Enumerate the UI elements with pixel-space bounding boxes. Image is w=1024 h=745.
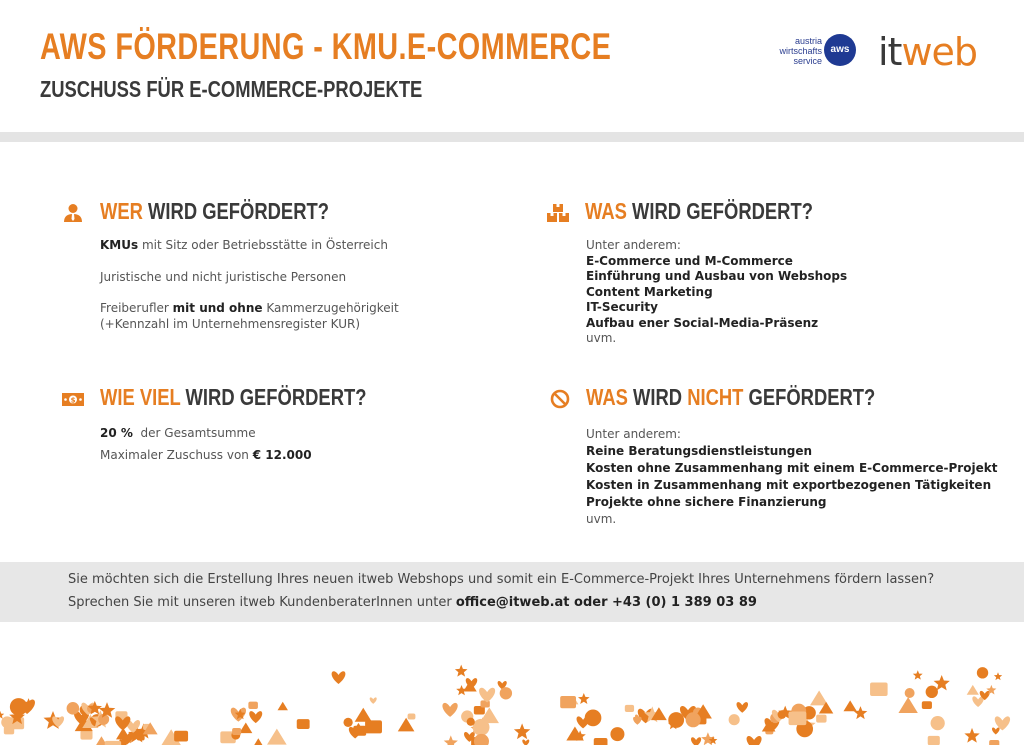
decorative-star-icon xyxy=(444,735,458,745)
was-list xyxy=(586,238,847,347)
list-item: E-Commerce und M-Commerce xyxy=(586,253,793,268)
was-intro: Unter anderem: xyxy=(586,238,681,252)
decorative-tri-icon xyxy=(898,697,917,713)
decorative-heart-icon xyxy=(479,688,495,703)
decorative-circle-icon xyxy=(668,712,684,728)
contact-details[interactable]: office@itweb.at oder +43 (0) 1 389 03 89 xyxy=(455,595,757,610)
nicht-intro: Unter anderem: xyxy=(586,427,681,441)
decorative-circle-icon xyxy=(977,667,988,678)
decorative-rect-icon xyxy=(4,726,14,734)
decorative-star-icon xyxy=(455,665,468,677)
contact-band xyxy=(0,562,1024,622)
nicht-list xyxy=(586,426,997,528)
wer-item-2: Juristische und nicht juristische Personen xyxy=(100,270,347,284)
page-title: AWS FÖRDERUNG - KMU.E-COMMERCE xyxy=(40,26,612,67)
list-item: IT-Security xyxy=(586,300,658,315)
decorative-circle-icon xyxy=(500,687,512,699)
decorative-tri-icon xyxy=(355,708,372,722)
decorative-star-icon xyxy=(994,672,1002,680)
decorative-rect-icon xyxy=(625,705,634,712)
wieviel-percent: 20 % der Gesamtsumme xyxy=(100,426,256,440)
decorative-icon-strip xyxy=(0,655,1024,745)
decorative-star-icon xyxy=(913,670,923,679)
list-item: Reine Beratungsdienstleistungen xyxy=(586,444,813,458)
contact-line-2: Sprechen Sie mit unseren itweb KundenberaterInnen unter office@itweb.at oder +43 (0) 1 389 03 89 xyxy=(68,595,757,610)
decorative-rect-icon xyxy=(560,696,576,708)
nicht-outro: uvm. xyxy=(586,512,617,526)
decorative-tri-icon xyxy=(967,685,979,695)
decorative-tri-icon xyxy=(278,702,288,710)
aws-logo-mark: aws xyxy=(824,34,856,66)
page-subtitle: ZUSCHUSS FÜR E-COMMERCE-PROJEKTE xyxy=(40,76,423,102)
decorative-star-icon xyxy=(964,728,979,743)
boxes-icon xyxy=(547,203,569,223)
list-item: Aufbau ener Social-Media-Präsenz xyxy=(586,315,819,330)
decorative-circle-icon xyxy=(610,727,624,741)
decorative-rect-icon xyxy=(297,719,310,729)
list-item: Kosten in Zusammenhang mit exportbezogenen Tätigkeiten xyxy=(586,478,992,492)
list-item: Kosten ohne Zusammenhang mit einem E-Commerce-Projekt xyxy=(586,461,998,475)
decorative-heart-icon xyxy=(332,671,346,684)
decorative-star-icon xyxy=(578,693,590,704)
wer-item-3: Freiberufler mit und ohne Kammerzugehörigkeit (+Kennzahl im Unternehmensregister KUR) xyxy=(100,301,399,331)
section-title: WIE VIEL WIRD GEFÖRDERT? xyxy=(100,384,367,410)
decorative-circle-icon xyxy=(343,718,352,727)
decorative-rect-icon xyxy=(174,731,188,742)
header xyxy=(0,0,1024,132)
decorative-tri-icon xyxy=(267,729,287,745)
decorative-tri-icon xyxy=(843,700,856,711)
decorative-circle-icon xyxy=(467,718,475,726)
decorative-star-icon xyxy=(854,706,868,719)
decorative-heart-icon xyxy=(972,696,984,707)
aws-logo xyxy=(770,34,860,70)
decorative-rect-icon xyxy=(365,720,382,733)
decorative-circle-icon xyxy=(905,688,915,698)
decorative-heart-icon xyxy=(992,728,1000,735)
decorative-rect-icon xyxy=(989,740,999,745)
decorative-circle-icon xyxy=(931,716,945,730)
decorative-rect-icon xyxy=(80,730,92,739)
svg-text:$: $ xyxy=(70,396,76,405)
list-item: Einführung und Ausbau von Webshops xyxy=(586,269,848,284)
itweb-logo: itweb xyxy=(878,30,978,74)
decorative-circle-icon xyxy=(926,686,938,698)
decorative-rect-icon xyxy=(248,702,258,709)
contact-line-1: Sie möchten sich die Erstellung Ihres neuen itweb Webshops und somit ein E-Commerce-Projekt Ihres Unternehmens fördern lassen? xyxy=(68,572,935,587)
list-item: Projekte ohne sichere Finanzierung xyxy=(586,495,827,509)
decorative-star-icon xyxy=(514,723,530,739)
section-title: WER WIRD GEFÖRDERT? xyxy=(100,198,329,224)
decorative-heart-icon xyxy=(522,740,529,745)
forbidden-icon xyxy=(550,389,572,409)
decorative-heart-icon xyxy=(737,702,749,713)
decorative-rect-icon xyxy=(928,736,940,745)
decorative-rect-icon xyxy=(870,682,888,695)
header-divider xyxy=(0,132,1024,142)
section-title: WAS WIRD NICHT GEFÖRDERT? xyxy=(586,384,876,410)
was-outro: uvm. xyxy=(586,331,617,346)
decorative-circle-icon xyxy=(474,734,489,745)
decorative-heart-icon xyxy=(442,703,457,717)
decorative-tri-icon xyxy=(398,718,415,732)
decorative-circle-icon xyxy=(585,710,602,727)
decorative-heart-icon xyxy=(249,711,262,723)
person-icon xyxy=(62,203,84,223)
section-title: WAS WIRD GEFÖRDERT? xyxy=(585,198,813,224)
decorative-heart-icon xyxy=(747,736,762,745)
decorative-circle-icon xyxy=(67,702,80,715)
decorative-tri-icon xyxy=(252,738,265,745)
decorative-rect-icon xyxy=(594,738,608,745)
decorative-star-icon xyxy=(0,711,4,719)
aws-logo-text: austria wirtschafts service xyxy=(779,36,822,66)
decorative-circle-icon xyxy=(729,714,740,725)
decorative-rect-icon xyxy=(789,711,807,725)
wieviel-max: Maximaler Zuschuss von € 12.000 xyxy=(100,448,312,462)
decorative-heart-icon xyxy=(370,697,377,703)
list-item: Content Marketing xyxy=(586,284,713,299)
decorative-rect-icon xyxy=(232,728,241,735)
decorative-rect-icon xyxy=(105,741,121,745)
decorative-rect-icon xyxy=(408,714,416,720)
money-icon xyxy=(62,389,84,409)
decorative-heart-icon xyxy=(691,737,701,745)
decorative-rect-icon xyxy=(816,715,826,723)
decorative-tri-icon xyxy=(239,722,252,733)
decorative-circle-icon xyxy=(686,712,701,727)
decorative-rect-icon xyxy=(922,701,932,709)
wer-item-1: KMUs mit Sitz oder Betriebsstätte in Österreich xyxy=(100,238,388,252)
